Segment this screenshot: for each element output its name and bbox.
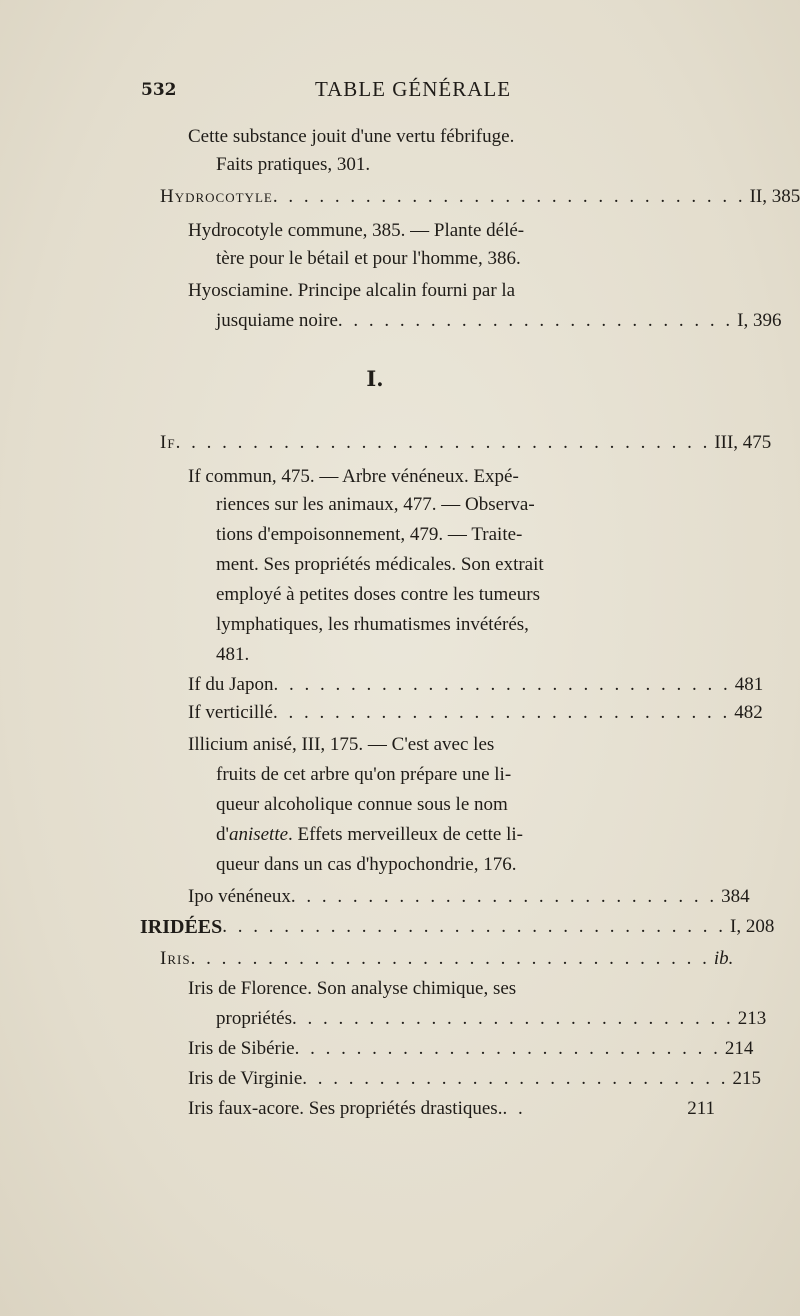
leader-dots: . . . . . . . . . . . . . . . . . . . . . . . . . . . . . . . . . . <box>190 948 710 969</box>
entry-label: If du Japon <box>188 674 274 695</box>
italic-term: anisette <box>228 824 289 845</box>
index-entry-jusquiame <box>216 308 782 334</box>
leader-dots: . . . . . . . . . . . . . . . . . . . . . . . . . . . . <box>290 886 718 907</box>
entry-label: Iris de Virginie <box>188 1068 303 1089</box>
leader-dots: . . . . . . . . . . . . . . . . . . . . . . . . . . . . <box>294 1038 721 1059</box>
entry-ref: 214 <box>724 1038 754 1059</box>
leader-dots: . . . . . . . . . . . . . . . . . . . . . . . . . . . . . . . <box>272 186 746 207</box>
leader-dots: . . . . . . . . . . . . . . . . . . . . . . . . . . . . . . . . . <box>222 916 727 937</box>
entry-label: If verticillé <box>188 702 273 723</box>
entry-line: fruits de cet arbre qu'on prépare une li- <box>216 764 512 785</box>
entry-line: ment. Ses propriétés médicales. Son extrait <box>216 554 544 575</box>
entry-ref: 213 <box>737 1008 767 1029</box>
entry-ref: II, 385 <box>749 186 800 207</box>
entry-line: Illicium anisé, III, 175. — C'est avec les <box>188 734 495 755</box>
entry-line: Iris de Florence. Son analyse chimique, ses <box>188 978 517 999</box>
entry-ref: 481 <box>734 674 764 695</box>
entry-label: jusquiame noire <box>216 310 338 331</box>
index-entry-iridees <box>140 914 775 940</box>
entry-line: tère pour le bétail et pour l'homme, 386. <box>216 248 521 269</box>
index-entry-iris-florence <box>216 1006 767 1032</box>
leader-dots: . . . . . . . . . . . . . . . . . . . . . . . . . . . . <box>302 1068 729 1089</box>
entry-ref: ib. <box>713 948 734 969</box>
entry-ref: 384 <box>721 886 750 907</box>
entry-label: Ipo vénéneux <box>188 886 291 907</box>
entry-label: Hydrocotyle <box>160 186 273 207</box>
entry-ref: III, 475 <box>714 432 772 453</box>
entry-line-anisette <box>216 822 523 848</box>
index-entry-hydrocotyle <box>160 184 800 210</box>
entry-line: 481. <box>216 644 250 665</box>
page-number: 532 <box>141 80 177 100</box>
entry-ref: 211 <box>687 1098 715 1119</box>
leader-dots: . . <box>502 1098 526 1119</box>
entry-line: tions d'empoisonnement, 479. — Traite- <box>216 524 523 545</box>
entry-ref: I, 396 <box>737 310 782 331</box>
entry-line: If commun, 475. — Arbre vénéneux. Expé- <box>188 466 519 487</box>
entry-label: propriétés <box>216 1008 292 1029</box>
index-entry-if-verticille <box>188 700 763 726</box>
entry-line: employé à petites doses contre les tumeurs <box>216 584 540 605</box>
entry-label: IRIDÉES <box>140 916 223 938</box>
entry-line: Cette substance jouit d'une vertu fébrifuge. <box>188 126 515 147</box>
leader-dots: . . . . . . . . . . . . . . . . . . . . . . . . . . . . . . . . . . . <box>175 432 711 453</box>
entry-line: queur dans un cas d'hypochondrie, 176. <box>216 854 517 875</box>
index-entry-iris-faux-acore <box>188 1096 715 1122</box>
index-entry-if <box>160 430 772 456</box>
running-title: TABLE GÉNÉRALE <box>315 77 512 101</box>
entry-label: If <box>160 432 176 453</box>
text-fragment: . Effets merveilleux de cette li- <box>288 824 523 845</box>
entry-ref: 215 <box>732 1068 762 1089</box>
entry-label: Iris <box>160 948 191 969</box>
entry-line: lymphatiques, les rhumatismes invétérés, <box>216 614 529 635</box>
index-entry-iris-siberie <box>188 1036 754 1062</box>
entry-line: Faits pratiques, 301. <box>216 154 371 175</box>
entry-ref: 482 <box>734 702 763 723</box>
index-entry-ipo <box>188 884 750 910</box>
entry-line: queur alcoholique connue sous le nom <box>216 794 508 815</box>
entry-ref: I, 208 <box>730 916 775 937</box>
entry-line: riences sur les animaux, 477. — Observa- <box>216 494 535 515</box>
entry-line: Hyosciamine. Principe alcalin fourni par la <box>188 280 516 301</box>
leader-dots: . . . . . . . . . . . . . . . . . . . . . . . . . . . . . <box>291 1008 734 1029</box>
entry-label: Iris faux-acore. Ses propriétés drastiques. <box>188 1098 503 1119</box>
section-letter: I. <box>366 366 384 391</box>
text-fragment: d' <box>216 824 229 845</box>
index-entry-iris <box>160 946 734 972</box>
leader-dots: . . . . . . . . . . . . . . . . . . . . . . . . . . <box>337 310 734 331</box>
entry-line: Hydrocotyle commune, 385. — Plante délé- <box>188 220 525 241</box>
leader-dots: . . . . . . . . . . . . . . . . . . . . . . . . . . . . . . <box>272 702 731 723</box>
index-entry-if-du-japon <box>188 672 764 698</box>
index-entry-iris-virginie <box>188 1066 762 1092</box>
leader-dots: . . . . . . . . . . . . . . . . . . . . . . . . . . . . . . <box>273 674 731 695</box>
entry-label: Iris de Sibérie <box>188 1038 295 1059</box>
